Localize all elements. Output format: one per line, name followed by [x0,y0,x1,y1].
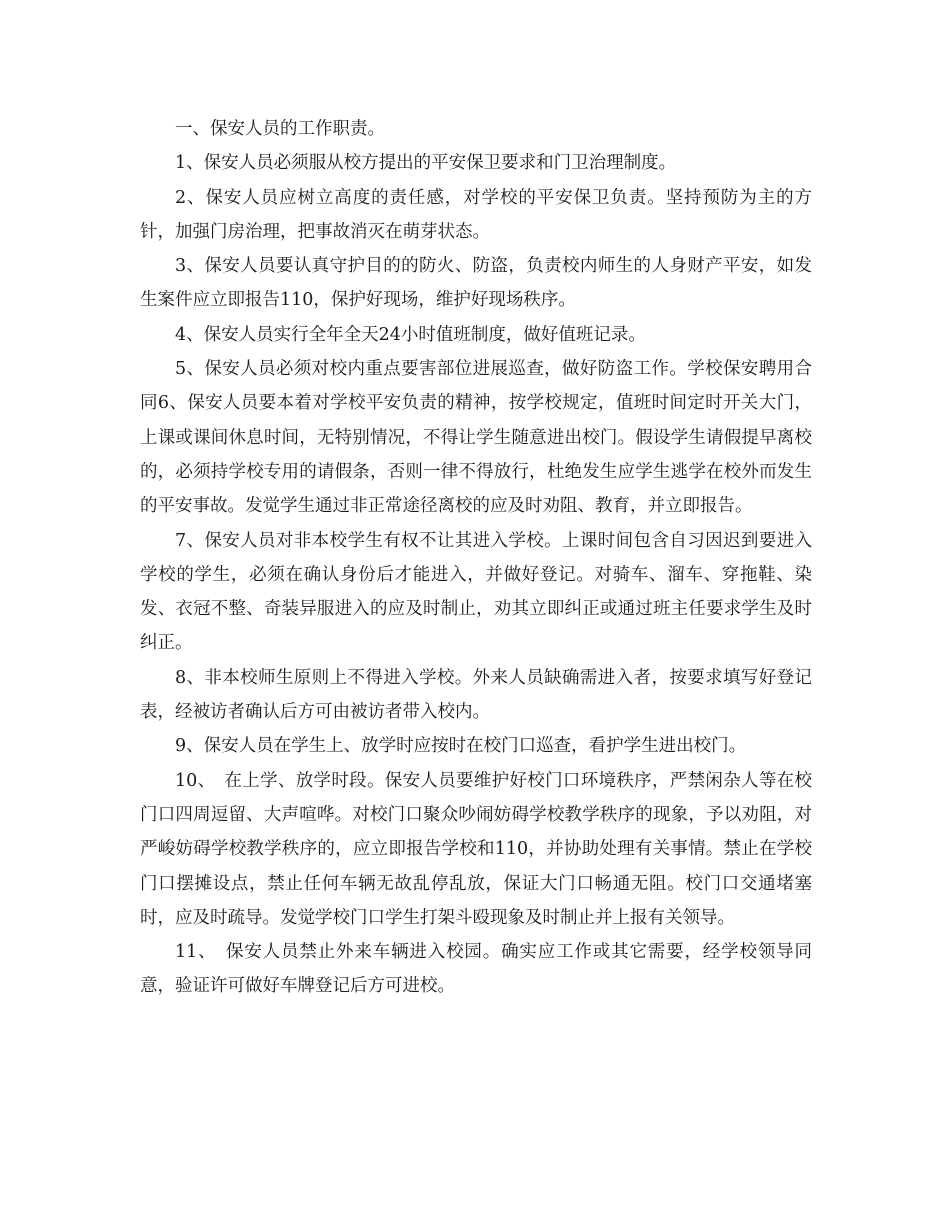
paragraph-10: 10、 在上学、放学时段。保安人员要维护好校门口环境秩序，严禁闲杂人等在校门口四周逗留、大声喧哗。对校门口聚众吵闹妨碍学校教学秩序的现象，予以劝阻，对严峻妨碍学校教学秩序的，应立即报告学校和110，并协助处理有关事情。禁止在学校门口摆摊设点，禁止任何车辆无故乱停乱放，保证大门口畅通无阻。校门口交通堵塞时，应及时疏导。发觉学校门口学生打架斗殴现象及时制止并上报有关领导。 [140,770,812,928]
paragraph-11: 11、 保安人员禁止外来车辆进入校园。确实应工作或其它需要，经学校领导同意，验证许可做好车牌登记后方可进校。 [140,942,812,997]
paragraph-8: 8、非本校师生原则上不得进入学校。外来人员缺确需进入者，按要求填写好登记表，经被访者确认后方可由被访者带入校内。 [140,667,812,723]
section-heading: 一、保安人员的工作职责。 [175,119,385,139]
paragraph-2: 2、保安人员应树立高度的责任感，对学校的平安保卫负责。坚持预防为主的方针，加强门房治理，把事故消灭在萌芽状态。 [140,187,812,242]
paragraph-7: 7、保安人员对非本校学生有权不让其进入学校。上课时间包含自习因迟到要进入学校的学生，必须在确认身份后才能进入，并做好登记。对骑车、溜车、穿拖鞋、染发、衣冠不整、奇装异服进入的应及时制止，劝其立即纠正或通过班主任要求学生及时纠正。 [140,530,812,654]
paragraph-3: 3、保安人员要认真守护目的的防火、防盗，负责校内师生的人身财产平安，如发生案件应立即报告110，保护好现场，维护好现场秩序。 [140,256,812,311]
document-body [140,112,812,1004]
paragraph-1: 1、保安人员必须服从校方提出的平安保卫要求和门卫治理制度。 [175,153,677,174]
paragraph-4: 4、保安人员实行全年全天24小时值班制度，做好值班记录。 [175,324,646,345]
paragraph-5: 5、保安人员必须对校内重点要害部位进展巡查，做好防盗工作。学校保安聘用合同6、保安人员要本着对学校平安负责的精神，按学校规定，值班时间定时开关大门，上课或课间休息时间，无特别情况，不得让学生随意进出校门。假设学生请假提早离校的，必须持学校专用的请假条，否则一律不得放行，杜绝发生应学生逃学在校外而发生的平安事故。发觉学生通过非正常途径离校的应及时劝阻、教育，并立即报告。 [140,359,812,517]
paragraph-9: 9、保安人员在学生上、放学时应按时在校门口巡查，看护学生进出校门。 [175,736,747,757]
